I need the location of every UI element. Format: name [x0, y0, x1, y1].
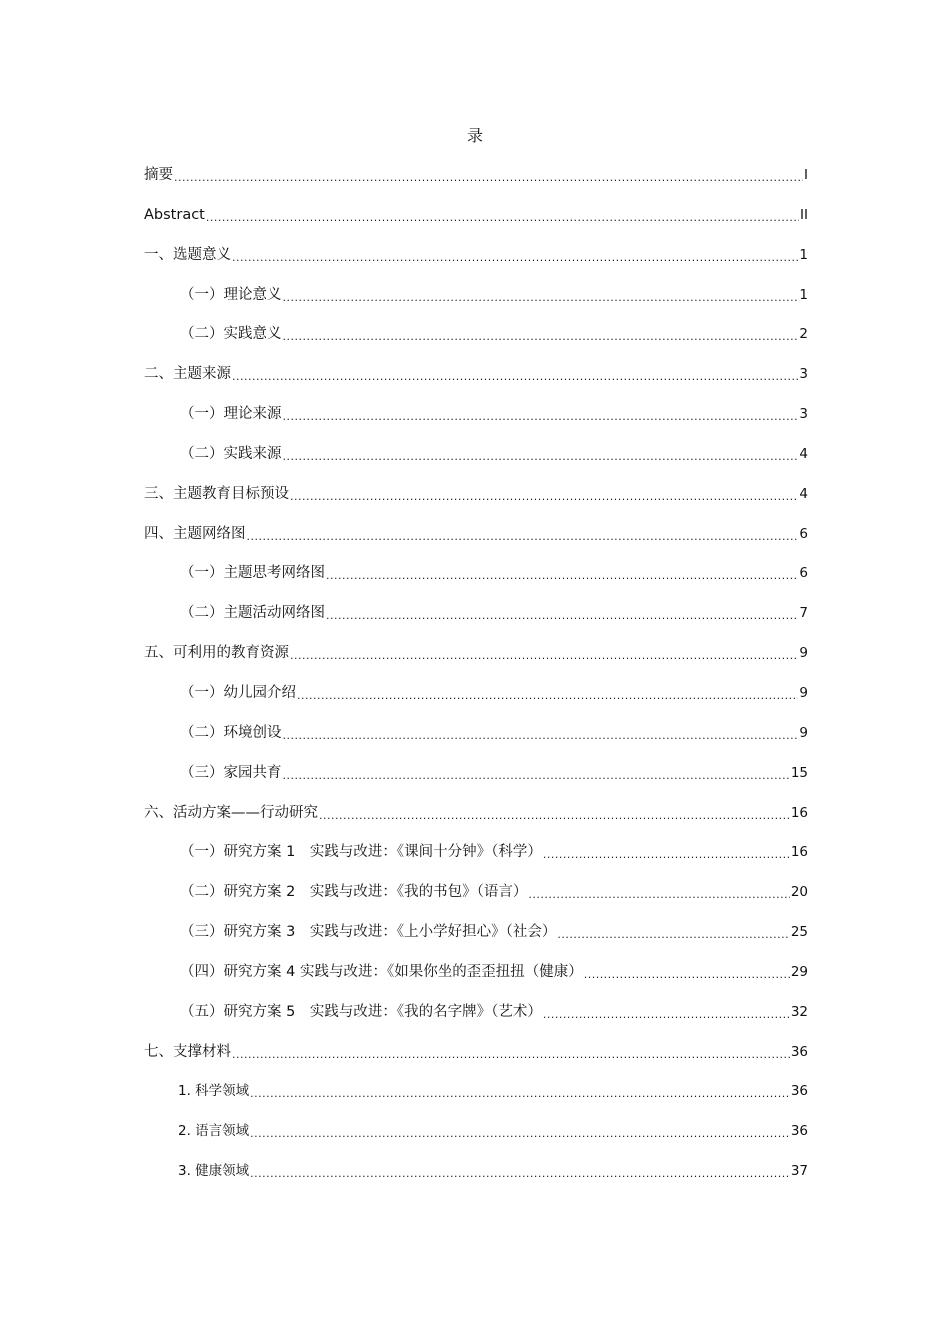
toc-dot-leader: [326, 602, 798, 622]
toc-entry-page-number: 4: [799, 485, 808, 502]
toc-entry-label: （一）主题思考网络图: [180, 565, 325, 582]
toc-entry-page-number: 29: [790, 963, 808, 980]
toc-entry-label: （二）主题活动网络图: [180, 605, 325, 622]
toc-entry[interactable]: [144, 919, 808, 959]
toc-dot-leader: [290, 642, 798, 662]
toc-entry[interactable]: [144, 760, 808, 800]
toc-entry-page-number: 37: [790, 1163, 808, 1180]
toc-dot-leader: [283, 722, 799, 742]
toc-dot-leader: [290, 483, 798, 503]
toc-entry[interactable]: [144, 521, 808, 561]
toc-entry-label: 摘要: [144, 167, 173, 183]
toc-entry-page-number: 3: [799, 366, 808, 383]
toc-entry[interactable]: [144, 242, 808, 282]
toc-entry-page-number: 16: [790, 844, 808, 861]
toc-entry[interactable]: [144, 800, 808, 840]
toc-title: 录: [466, 126, 483, 145]
toc-entry-page-number: 4: [799, 445, 808, 462]
toc-entry-label: 3. 健康领域: [178, 1163, 250, 1180]
toc-entry-label: 三、主题教育目标预设: [144, 485, 289, 502]
toc-entry[interactable]: [144, 401, 808, 441]
toc-entry-label: （三）研究方案 3 实践与改进：《上小学好担心》（社会）: [180, 924, 557, 941]
toc-dot-leader: [206, 204, 799, 224]
toc-entry-label: 二、主题来源: [144, 366, 231, 383]
toc-dot-leader: [543, 1001, 790, 1021]
toc-entry-label: 六、活动方案——行动研究: [144, 804, 318, 821]
toc-dot-leader: [247, 523, 799, 543]
toc-dot-leader: [283, 762, 790, 782]
toc-entry-page-number: 15: [790, 764, 808, 781]
toc-entry[interactable]: [144, 999, 808, 1039]
toc-entry-page-number: 6: [799, 565, 808, 582]
toc-entry-page-number: 20: [790, 884, 808, 901]
toc-dot-leader: [543, 841, 790, 861]
toc-entry-page-number: I: [804, 167, 808, 183]
toc-entry-page-number: 7: [799, 605, 808, 622]
toc-dot-leader: [232, 244, 798, 264]
toc-entry-label: 1. 科学领域: [178, 1083, 250, 1100]
toc-entry[interactable]: [144, 361, 808, 401]
toc-entry-label: （二）研究方案 2 实践与改进：《我的书包》（语言）: [180, 884, 528, 901]
toc-entry-page-number: 25: [790, 924, 808, 941]
toc-entry-label: （二）环境创设: [180, 724, 282, 741]
toc-dot-leader: [174, 164, 803, 184]
toc-entry-label: Abstract: [144, 206, 205, 223]
toc-entry[interactable]: [144, 560, 808, 600]
toc-dot-leader: [557, 921, 789, 941]
toc-entry-label: （四）研究方案 4 实践与改进：《如果你坐的歪歪扭扭（健康）: [180, 963, 583, 980]
toc-entry-page-number: 32: [790, 1003, 808, 1020]
toc-entry[interactable]: [144, 1118, 808, 1158]
toc-entry-page-number: II: [800, 206, 808, 223]
toc-entry-label: （一）幼儿园介绍: [180, 684, 296, 701]
toc-entry-label: 五、可利用的教育资源: [144, 645, 289, 662]
toc-dot-leader: [283, 284, 799, 304]
toc-entry-label: （一）理论意义: [180, 286, 282, 303]
toc-entry-page-number: 1: [799, 286, 808, 303]
toc-entry[interactable]: [144, 839, 808, 879]
toc-entry[interactable]: [144, 202, 808, 242]
toc-dot-leader: [250, 1160, 790, 1180]
toc-entry-page-number: 16: [790, 804, 808, 821]
toc-entry-page-number: 9: [799, 684, 808, 701]
toc-list: [144, 162, 808, 1198]
toc-entry[interactable]: [144, 441, 808, 481]
toc-entry-label: 七、支撑材料: [144, 1043, 231, 1060]
toc-entry[interactable]: [144, 720, 808, 760]
toc-entry-label: （一）理论来源: [180, 406, 282, 423]
toc-entry[interactable]: [144, 282, 808, 322]
toc-entry-label: （二）实践来源: [180, 445, 282, 462]
toc-entry-page-number: 2: [799, 326, 808, 343]
toc-entry-page-number: 36: [790, 1123, 808, 1140]
toc-entry[interactable]: [144, 1039, 808, 1079]
toc-entry-page-number: 9: [799, 645, 808, 662]
toc-entry-label: （二）实践意义: [180, 326, 282, 343]
toc-entry-page-number: 36: [790, 1083, 808, 1100]
toc-entry[interactable]: [144, 879, 808, 919]
toc-dot-leader: [584, 961, 790, 981]
toc-entry-label: 一、选题意义: [144, 246, 231, 263]
toc-entry-page-number: 9: [799, 724, 808, 741]
toc-dot-leader: [326, 562, 798, 582]
toc-entry-label: （三）家园共育: [180, 764, 282, 781]
toc-entry-label: 2. 语言领域: [178, 1123, 250, 1140]
toc-entry[interactable]: [144, 640, 808, 680]
toc-entry[interactable]: [144, 321, 808, 361]
toc-dot-leader: [283, 403, 799, 423]
toc-entry[interactable]: [144, 162, 808, 202]
toc-entry-page-number: 3: [799, 406, 808, 423]
toc-entry[interactable]: [144, 481, 808, 521]
toc-entry[interactable]: [144, 680, 808, 720]
toc-entry[interactable]: [144, 1078, 808, 1118]
toc-entry-page-number: 1: [799, 246, 808, 263]
toc-dot-leader: [283, 323, 799, 343]
toc-dot-leader: [232, 363, 798, 383]
toc-dot-leader: [250, 1120, 790, 1140]
toc-entry[interactable]: [144, 1158, 808, 1198]
toc-dot-leader: [297, 682, 798, 702]
toc-entry-label: （五）研究方案 5 实践与改进：《我的名字牌》（艺术）: [180, 1003, 542, 1020]
toc-entry-page-number: 36: [790, 1043, 808, 1060]
toc-entry-label: 四、主题网络图: [144, 525, 246, 542]
toc-entry-label: （一）研究方案 1 实践与改进：《课间十分钟》（科学）: [180, 844, 542, 861]
toc-dot-leader: [250, 1080, 790, 1100]
toc-entry[interactable]: [144, 600, 808, 640]
toc-dot-leader: [319, 802, 790, 822]
toc-dot-leader: [232, 1041, 790, 1061]
toc-entry-page-number: 6: [799, 525, 808, 542]
toc-dot-leader: [283, 443, 799, 463]
toc-dot-leader: [528, 881, 789, 901]
toc-entry[interactable]: [144, 959, 808, 999]
